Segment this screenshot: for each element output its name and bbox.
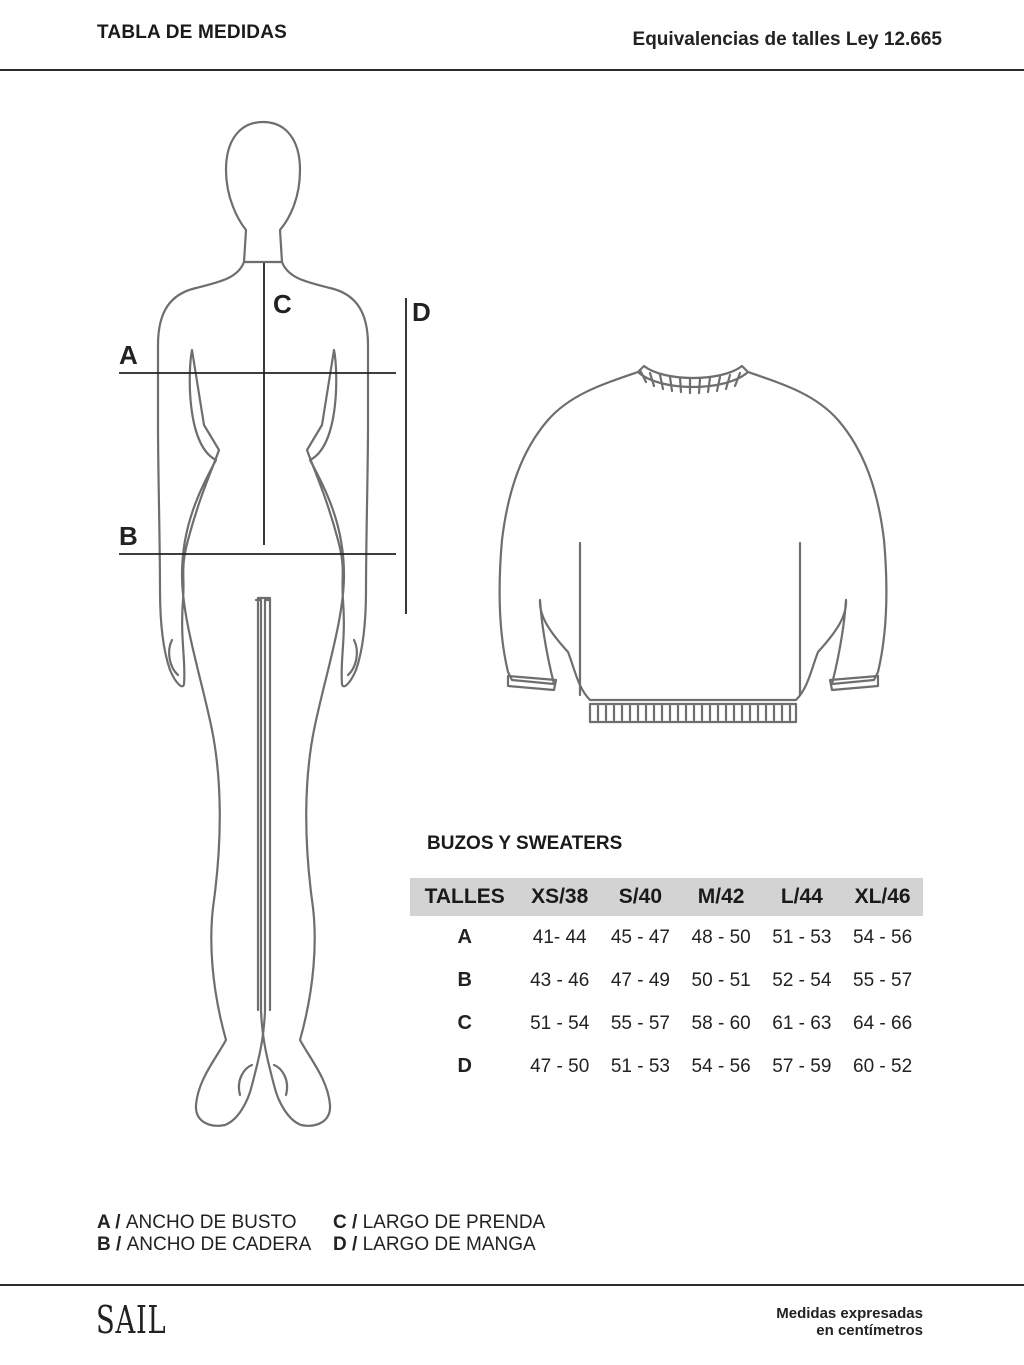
- table-cell: 41- 44: [532, 926, 587, 948]
- row-label: D: [457, 1055, 472, 1077]
- row-label: B: [457, 969, 472, 991]
- column-header: TALLES: [410, 878, 519, 916]
- table-cell: 55 - 57: [610, 1012, 670, 1034]
- body-right-outline: [256, 262, 368, 1126]
- table-cell: 58 - 60: [691, 1012, 751, 1034]
- page-subtitle: Equivalencias de talles Ley 12.665: [632, 29, 942, 50]
- table-row: [410, 916, 923, 959]
- footer-divider: [0, 1284, 1024, 1286]
- table-cell: 52 - 54: [772, 969, 832, 991]
- table-cell: 55 - 57: [853, 969, 913, 991]
- brand-logo: SAIL: [96, 1298, 167, 1342]
- table-cell: 51 - 54: [530, 1012, 590, 1034]
- table-cell: 57 - 59: [772, 1055, 832, 1077]
- table-cell: 54 - 56: [853, 926, 913, 948]
- sweater-body: [500, 372, 887, 700]
- legend-item: A / ANCHO DE BUSTO: [97, 1212, 297, 1233]
- table-cell: 47 - 49: [610, 969, 670, 991]
- size-table: [410, 878, 923, 1088]
- table-row: [410, 959, 923, 1002]
- table-row: [410, 1045, 923, 1088]
- table-cell: 51 - 53: [610, 1055, 670, 1077]
- table-cell: 50 - 51: [691, 969, 751, 991]
- table-cell: 54 - 56: [691, 1055, 751, 1077]
- column-header: XL/46: [842, 878, 923, 916]
- table-cell: 60 - 52: [853, 1055, 913, 1077]
- legend-item: B / ANCHO DE CADERA: [97, 1234, 312, 1255]
- units-note: Medidas expresadas en centímetros: [776, 1305, 923, 1339]
- sweater-outline: [500, 366, 887, 722]
- page-title: TABLA DE MEDIDAS: [97, 22, 288, 43]
- legend-column-right: [333, 1212, 545, 1256]
- row-label: A: [457, 926, 472, 948]
- table-row: [410, 1002, 923, 1045]
- table-cell: 45 - 47: [610, 926, 670, 948]
- table-cell: 48 - 50: [691, 926, 751, 948]
- label-c: C: [273, 289, 292, 319]
- table-cell: 43 - 46: [530, 969, 590, 991]
- sweater-collar: [638, 366, 748, 387]
- head-outline: [226, 122, 300, 262]
- table-cell: 51 - 53: [772, 926, 832, 948]
- body-silhouette: [158, 122, 368, 1126]
- label-a: A: [119, 340, 138, 370]
- table-cell: 64 - 66: [853, 1012, 913, 1034]
- label-b: B: [119, 521, 138, 551]
- column-header: M/42: [681, 878, 762, 916]
- table-cell: 61 - 63: [772, 1012, 832, 1034]
- body-left-outline: [158, 262, 270, 1126]
- section-title: BUZOS Y SWEATERS: [427, 833, 623, 854]
- table-header-row: [410, 878, 923, 916]
- legend-column-left: [97, 1212, 311, 1256]
- column-header: L/44: [761, 878, 842, 916]
- legend-item: D / LARGO DE MANGA: [333, 1234, 536, 1255]
- row-label: C: [457, 1012, 472, 1034]
- column-header: S/40: [600, 878, 681, 916]
- column-header: XS/38: [519, 878, 600, 916]
- table-cell: 47 - 50: [530, 1055, 590, 1077]
- label-d: D: [412, 297, 431, 327]
- legend-item: C / LARGO DE PRENDA: [333, 1212, 546, 1233]
